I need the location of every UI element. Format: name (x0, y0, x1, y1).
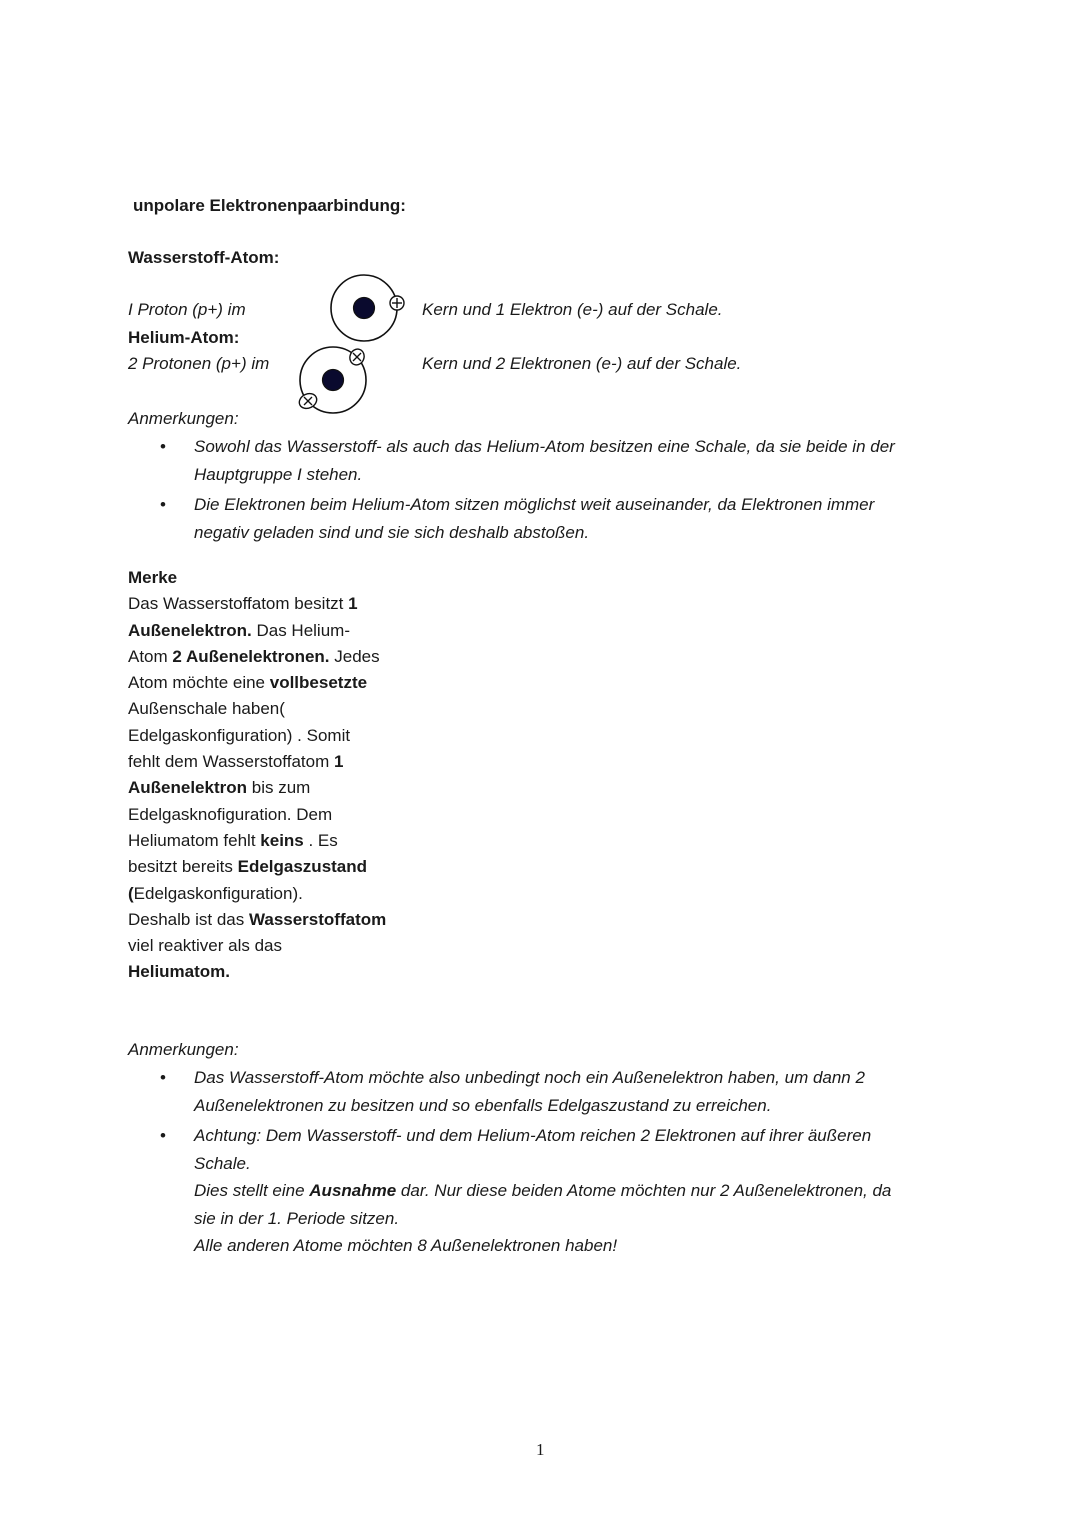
notes2-item (128, 1122, 958, 1260)
bullet-icon: • (160, 1068, 166, 1087)
merke-text (128, 591, 428, 985)
merke-line (128, 775, 428, 801)
merke-box (128, 565, 428, 986)
bold-text-run: Ausnahme (309, 1181, 397, 1200)
bold-text-run: keins (260, 830, 304, 850)
page-number: 1 (536, 1440, 545, 1459)
text-run: Außenschale haben( (128, 699, 285, 719)
notes1-item-line: Die Elektronen beim Helium-Atom sitzen möglichst weit auseinander, da Elektronen immer (194, 495, 875, 514)
notes1-item (128, 433, 948, 488)
helium-title: Helium-Atom: (128, 328, 240, 347)
notes2-item-line (194, 1205, 958, 1233)
hydrogen-right-text: Kern und 1 Elektron (e-) auf der Schale. (422, 300, 723, 319)
notes2-item (128, 1064, 958, 1119)
bold-text-run: Heliumatom. (128, 962, 231, 982)
notes1-list (128, 433, 948, 549)
notes1-item-line: Sowohl das Wasserstoff- als auch das Helium-Atom besitzen eine Schale, da sie beide in der (194, 437, 895, 456)
merke-line (128, 828, 428, 854)
text-run: Atom möchte eine (128, 673, 270, 693)
bold-text-run: Wasserstoffatom (248, 909, 387, 929)
text-run: Alle anderen Atome möchten 8 Außenelektronen haben! (194, 1236, 618, 1255)
merke-line (128, 959, 428, 985)
bold-text-run: Edelgaszustand (237, 857, 368, 877)
text-run: Deshalb ist das (128, 909, 249, 929)
text-run: Das Helium- (251, 620, 350, 640)
text-run: Das Wasserstoff-Atom möchte also unbedingt noch ein Außenelektron haben, um dann 2 (194, 1068, 865, 1087)
notes1-item-line: negativ geladen sind und sie sich deshalb abstoßen. (194, 522, 590, 542)
merke-title: Merke (128, 568, 178, 587)
merke-line (128, 881, 428, 907)
notes2-list (128, 1064, 958, 1263)
notes2-item-line (194, 1177, 958, 1205)
notes1-item-line: Hauptgruppe I stehen. (194, 464, 363, 484)
hydrogen-title: Wasserstoff-Atom: (128, 248, 280, 267)
notes2-item-line (194, 1064, 958, 1092)
notes2-heading: Anmerkungen: (128, 1040, 239, 1059)
bold-text-run: vollbesetzte (269, 673, 368, 693)
merke-line (128, 696, 428, 722)
bold-text-run: Außenelektron. (128, 620, 252, 640)
bold-text-run: 1 (333, 752, 344, 772)
page-heading: unpolare Elektronenpaarbindung: (133, 196, 406, 215)
hydrogen-electron-plus-icon (390, 296, 404, 310)
text-run: viel reaktiver als das (128, 936, 283, 956)
text-run: bis zum (247, 778, 311, 798)
notes2-item-line (194, 1150, 958, 1178)
text-run: fehlt dem Wasserstoffatom (128, 752, 334, 772)
bold-text-run: 1 (348, 594, 358, 614)
bold-text-run: Außenelektron (128, 778, 248, 798)
merke-line (128, 591, 428, 617)
hydrogen-nucleus (354, 298, 375, 319)
bullet-icon: • (160, 495, 166, 514)
text-run: Außenelektronen zu besitzen und so ebenfalls Edelgaszustand zu erreichen. (194, 1095, 772, 1115)
helium-right-text: Kern und 2 Elektronen (e-) auf der Schale. (422, 354, 742, 373)
text-run: Edelgasknofiguration. Dem (128, 804, 333, 824)
helium-left-text: 2 Protonen (p+) im (128, 354, 270, 373)
bold-text-run: 2 Außenelektronen. (172, 646, 330, 666)
text-run: sie in der 1. Periode sitzen. (194, 1208, 400, 1228)
helium-electron-top-icon (348, 347, 367, 367)
text-run: Achtung: Dem Wasserstoff- und dem Helium-Atom reichen 2 Elektronen auf ihrer äußeren (194, 1126, 872, 1145)
merke-line (128, 723, 428, 749)
merke-line (128, 933, 428, 959)
merke-line (128, 618, 428, 644)
merke-line (128, 749, 428, 775)
text-run: Schale. (194, 1153, 251, 1173)
text-run: Das Wasserstoffatom besitzt (128, 594, 349, 614)
bullet-icon: • (160, 1126, 166, 1145)
notes2-item-line (194, 1122, 958, 1150)
notes2-item-line (194, 1232, 958, 1260)
text-run: Edelgaskonfiguration). (133, 883, 303, 903)
helium-nucleus (323, 370, 344, 391)
notes2-item-line (194, 1092, 958, 1120)
notes1-heading: Anmerkungen: (128, 409, 239, 428)
merke-line (128, 644, 428, 670)
helium-atom-diagram (292, 340, 377, 420)
text-run: Jedes (329, 646, 380, 666)
notes1-item (128, 491, 948, 546)
text-run: Edelgaskonfiguration) . Somit (128, 725, 351, 745)
text-run: Atom (128, 646, 173, 666)
text-run: dar. Nur diese beiden Atome möchten nur 2 Außenelektronen, da (396, 1181, 892, 1200)
bold-text-run: ( (128, 883, 134, 903)
hydrogen-left-text: I Proton (p+) im (128, 300, 246, 319)
merke-line (128, 854, 428, 880)
text-run: . Es (303, 830, 338, 850)
text-run: besitzt bereits (128, 857, 238, 877)
merke-line (128, 670, 428, 696)
text-run: Dies stellt eine (194, 1181, 310, 1200)
bullet-icon: • (160, 437, 166, 456)
merke-line (128, 907, 428, 933)
hydrogen-atom-diagram (325, 272, 410, 347)
merke-line (128, 802, 428, 828)
text-run: Heliumatom fehlt (128, 830, 261, 850)
